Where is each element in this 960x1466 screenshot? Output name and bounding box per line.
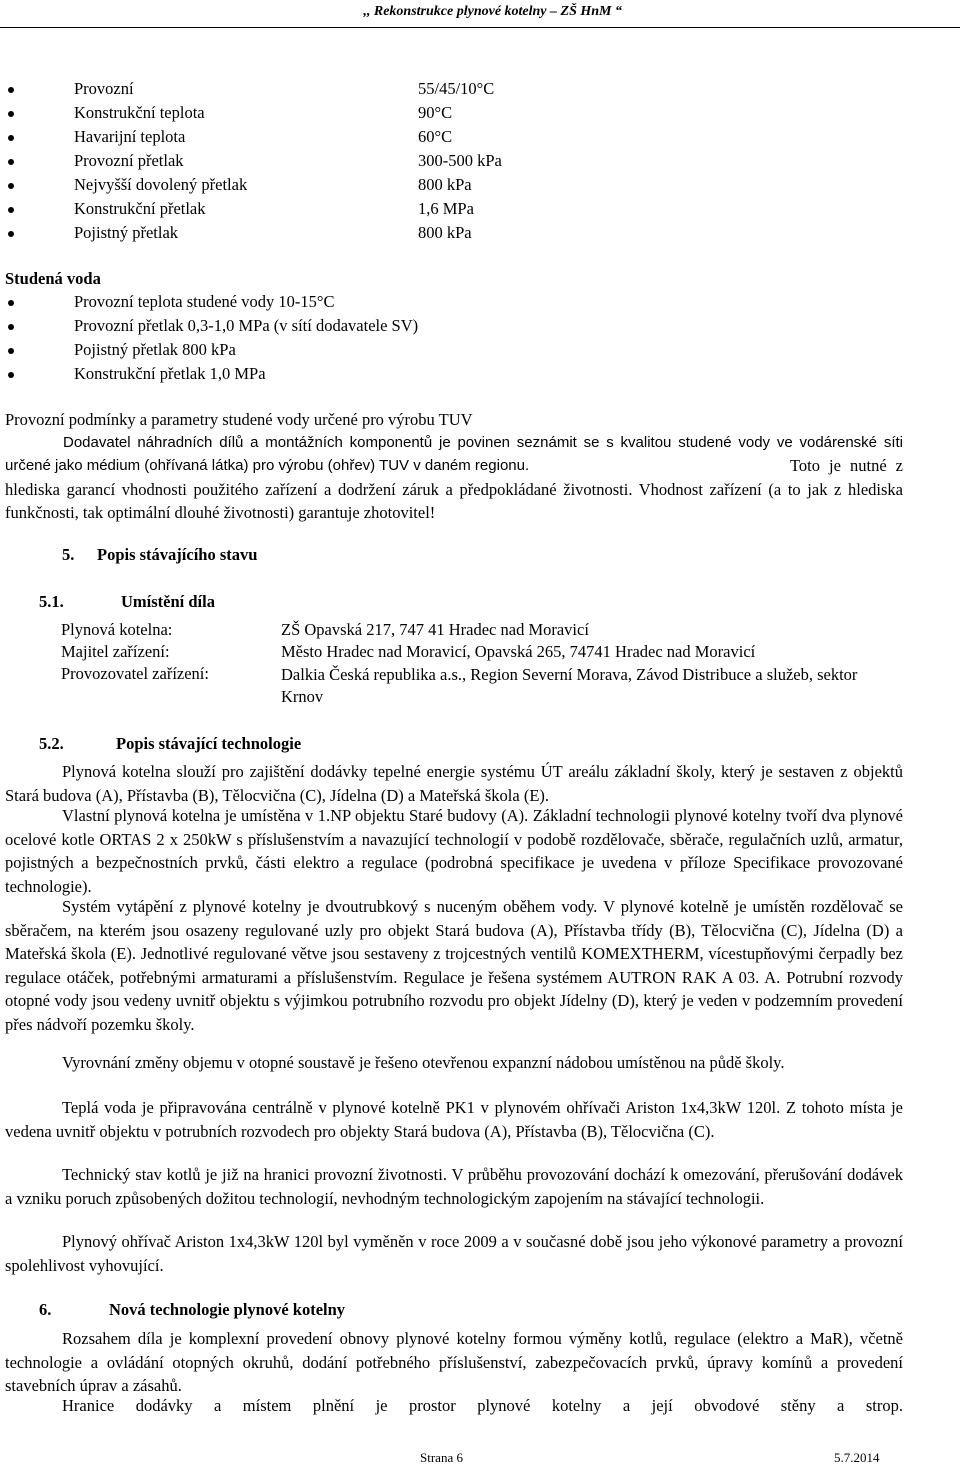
bullet-icon (8, 300, 14, 306)
owner-label: Majitel zařízení: (61, 642, 170, 661)
paragraph: Teplá voda je připravována centrálně v plynové kotelně PK1 v plynovém ohřívači Ariston 1x4,3kW 120l. Z tohoto místa je vedena uvnitř objektu v potrubních rozvodech pro objekty Stará budova (A), Přístavba (B), Tělocvična (C). (5, 1098, 903, 1141)
section-6-title: Nová technologie plynové kotelny (109, 1300, 346, 1319)
bullet-icon (8, 372, 14, 378)
tuv-guarantee-paragraph: Toto je nutné z hlediska garancí vhodnosti použitého zařízení a dodržení záruk a předpokládané životnosti. Vhodnost zařízení (a to jak z hlediska funkčnosti, tak optimální dlouhé životnosti) garantuje zhotovitel! (5, 456, 903, 522)
section-5-number: 5. (62, 545, 75, 564)
bullet-icon (8, 348, 14, 354)
paragraph: Vyrovnání změny objemu v otopné soustavě je řešeno otevřenou expanzní nádobou umístěnou na půdě školy. (62, 1053, 785, 1072)
document-page: ,, Rekonstrukce plynové kotelny – ZŠ HnM “ Provozní 55/45/10°C Konstrukční teplota 90°C Havarijní teplota 60°C Provozní přetlak 300-500 kPa Nejvyšší dovolený přetlak 800 kPa Konstrukční přetlak 1,6 MPa Pojistný přetlak 800 kPa Studená voda Provozní teplota studené vody 10-15°C Provozní přetlak 0,3-1,0 MPa (v sítí dodavatele SV) Pojistný přetlak 800 kPa Konstrukční přetlak 1,0 MPa Provozní podmínky a parametry studené vody určené pro výrobu TUV Dodavatel náhradních dílů a montážních komponentů je povinen seznámit se s kvalitou studené vody ve vodárenské síti určené jako médium (ohřívaná látka) pro výrobu (ohřev) TUV v daném regionu. Toto je nutné z hlediska garancí vhodnosti použitého zařízení a dodržení záruk a předpokládané životnosti. Vhodnost zařízení (a to jak z hlediska funkčnosti, tak optimální dlouhé životnosti) garantuje zhotovitel! 5. Popis stávajícího stavu 5.1. Umístění díla Plynová kotelna: ZŠ Opavská 217, 747 41 Hradec nad Moravicí Majitel zařízení: Město Hradec nad Moravicí, Opavská 265, 74741 Hradec nad Moravicí Provozovatel zařízení: Dalkia Česká republika a.s., Region Severní Morava, Závod Distribuce a služeb, sektor Krnov 5.2. Popis stávající technologie Plynová kotelna slouží pro zajištění dodávky tepelné energie systému ÚT areálu základní školy, který je sestaven z objektů Stará budova (A), Přístavba (B), Tělocvična (C), Jídelna (D) a Mateřská škola (E). Vlastní plynová kotelna je umístěna v 1.NP objektu Staré budovy (A). Základní technologii plynové kotelny tvoří dva plynové ocelové kotle ORTAS 2 x 250kW s příslušenstvím a navazující technologií v podobě rozdělovače, sběrače, regulačních uzlů, armatur, pojistných a bezpečnostních prvků, části elektro a regulace (podrobná specifikace je uvedena v příloze Specifikace provozované technologie). Systém vytápění z plynové kotelny je dvoutrubkový s nuceným oběhem vody. V plynové kotelně je umístěn rozdělovač se sběračem, na kterém jsou osazeny regulované uzly pro objekt Stará budova (A), Přístavba třídy (B), Tělocvična (C), Jídelna (D) a Mateřská škola (E). Jednotlivé regulované větve jsou sestaveny z trojcestných ventilů KOMEXTHERM, vícestupňovými čerpadly bez regulace otáček, potřebnými armaturami a příslušenstvím. Regulace je řešena systémem AUTRON RAK A 03. A. Potrubní rozvody otopné vody jsou vedeny uvnitř objektu s výjimkou potrubního rozvodu pro objekt Jídelny (D), který je veden v podzemním provedení přes nádvoří pozemku školy. Vyrovnání změny objemu v otopné soustavě je řešeno otevřenou expanzní nádobou umístěnou na půdě školy. Teplá voda je připravována centrálně v plynové kotelně PK1 v plynovém ohřívači Ariston 1x4,3kW 120l. Z tohoto místa je vedena uvnitř objektu v potrubních rozvodech pro objekty Stará budova (A), Přístavba (B), Tělocvična (C). Technický stav kotlů je již na hranici provozní životnosti. V průběhu provozování dochází k omezování, přerušování dodávek a vzniku poruch způsobených dožitou technologií, nevhodným technologickým zapojením na stávající technologii. Plynový ohřívač Ariston 1x4,3kW 120l byl vyměněn v roce 2009 a v současné době jsou jeho výkonové parametry a provozní spolehlivost vyhovující. 6. Nová technologie plynové kotelny Rozsahem díla je komplexní provedení obnovy plynové kotelny formou výměny kotlů, regulace (elektro a MaR), včetně technologie a ovládání otopných okruhů, dodání potřebného příslušenství, zabezpečovacích prvků, úpravy komínů a provedení stavebních úprav a zásahů. Hranice dodávky a místem plnění je prostor plynové kotelny a její obvodové stěny a strop. Strana 6 5.7.2014 (0, 0, 960, 1466)
section-5-2-title: Popis stávající technologie (116, 734, 302, 753)
owner-value: Město Hradec nad Moravicí, Opavská 265, 74741 Hradec nad Moravicí (281, 642, 756, 661)
bullet-icon (8, 135, 14, 141)
section-5-1-title: Umístění díla (121, 592, 215, 611)
bullet-icon (8, 111, 14, 117)
section-6-number: 6. (39, 1300, 52, 1319)
header-rule (0, 27, 960, 28)
operator-value: Dalkia Česká republika a.s., Region Severní Morava, Závod Distribuce a služeb, sektor Krnov (281, 665, 858, 706)
bullet-icon (8, 324, 14, 330)
section-5-1-number: 5.1. (39, 592, 64, 611)
running-header: ,, Rekonstrukce plynové kotelny – ZŠ HnM “ (363, 4, 622, 19)
bullet-icon (8, 87, 14, 93)
paragraph: Technický stav kotlů je již na hranici provozní životnosti. V průběhu provozování dochází k omezování, přerušování dodávek a vzniku poruch způsobených dožitou technologií, nevhodným technologickým zapojením na stávající technologii. (5, 1165, 903, 1208)
bullet-icon (8, 231, 14, 237)
operator-label: Provozovatel zařízení: (61, 664, 209, 683)
bullet-icon (8, 183, 14, 189)
paragraph: Plynový ohřívač Ariston 1x4,3kW 120l byl vyměněn v roce 2009 a v současné době jsou jeho výkonové parametry a provozní spolehlivost vyhovující. (5, 1232, 903, 1275)
section-5-2-number: 5.2. (39, 734, 64, 753)
bullet-icon (8, 207, 14, 213)
paragraph: Vlastní plynová kotelna je umístěna v 1.NP objektu Staré budovy (A). Základní technologii plynové kotelny tvoří dva plynové ocelové kotle ORTAS 2 x 250kW s příslušenstvím a navazující technologií v podobě rozdělovače, sběrače, regulačních uzlů, armatur, pojistných a bezpečnostních prvků, části elektro a regulace (podrobná specifikace je uvedena v příloze Specifikace provozované technologie). (5, 806, 903, 896)
footer-date: 5.7.2014 (834, 1450, 880, 1465)
paragraph: Rozsahem díla je komplexní provedení obnovy plynové kotelny formou výměny kotlů, regulace (elektro a MaR), včetně technologie a ovládání otopných okruhů, dodání potřebného příslušenství, zabezpečovacích prvků, úpravy komínů a provedení stavebních úprav a zásahů. (5, 1329, 903, 1395)
cold-water-heading: Studená voda (5, 269, 101, 288)
bullet-icon (8, 159, 14, 165)
paragraph: Plynová kotelna slouží pro zajištění dodávky tepelné energie systému ÚT areálu základní školy, který je sestaven z objektů Stará budova (A), Přístavba (B), Tělocvična (C), Jídelna (D) a Mateřská škola (E). (5, 762, 903, 805)
paragraph: Hranice dodávky a místem plnění je prostor plynové kotelny a její obvodové stěny a strop. (62, 1396, 903, 1415)
page-number: Strana 6 (420, 1450, 463, 1465)
tuv-paragraph: Dodavatel náhradních dílů a montážních komponentů je povinen seznámit se s kvalitou studené vody ve vodárenské síti určené jako médium (ohřívaná látka) pro výrobu (ohřev) TUV v daném regionu. (5, 434, 903, 475)
paragraph: Systém vytápění z plynové kotelny je dvoutrubkový s nuceným oběhem vody. V plynové kotelně je umístěn rozdělovač se sběračem, na kterém jsou osazeny regulované uzly pro objekt Stará budova (A), Přístavba třídy (B), Tělocvična (C), Jídelna (D) a Mateřská škola (E). Jednotlivé regulované větve jsou sestaveny z trojcestných ventilů KOMEXTHERM, vícestupňovými čerpadly bez regulace otáček, potřebnými armaturami a příslušenstvím. Regulace je řešena systémem AUTRON RAK A 03. A. Potrubní rozvody otopné vody jsou vedeny uvnitř objektu s výjimkou potrubního rozvodu pro objekt Jídelny (D), který je veden v podzemním provedení přes nádvoří pozemku školy. (5, 897, 903, 1034)
section-5-title: Popis stávajícího stavu (97, 545, 258, 564)
location-label: Plynová kotelna: (61, 620, 173, 639)
tuv-heading: Provozní podmínky a parametry studené vody určené pro výrobu TUV (5, 410, 473, 429)
location-value: ZŠ Opavská 217, 747 41 Hradec nad Moravicí (281, 620, 589, 639)
